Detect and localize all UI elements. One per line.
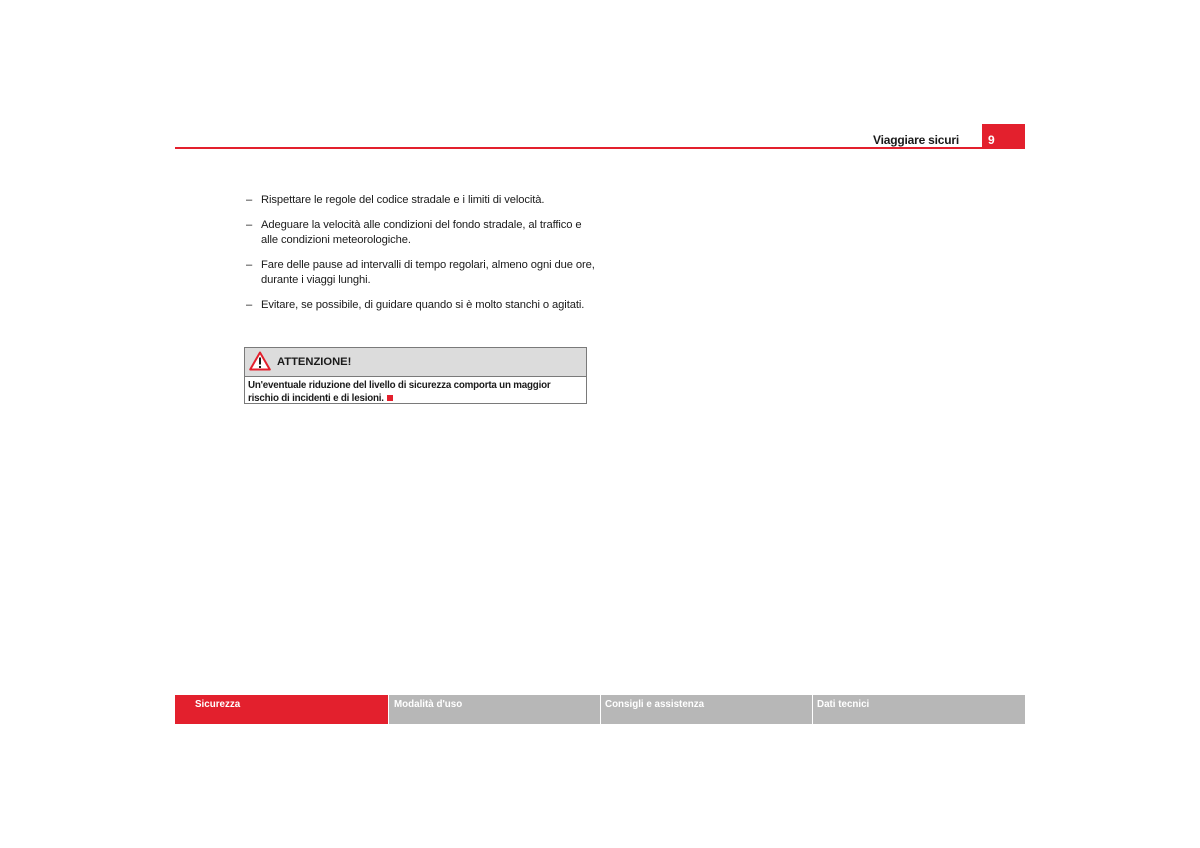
tab-consigli-e-assistenza[interactable]: Consigli e assistenza <box>601 695 812 724</box>
tab-sicurezza[interactable]: Sicurezza <box>175 695 388 724</box>
page-number: 9 <box>988 133 995 147</box>
list-item-text: Adeguare la velocità alle condizioni del fondo stradale, al traffico e alle condizioni meteorologiche. <box>261 219 582 246</box>
warning-title: ATTENZIONE! <box>277 356 352 368</box>
list-dash: – <box>246 194 253 206</box>
warning-box <box>244 347 587 404</box>
list-dash: – <box>246 299 253 311</box>
list-item <box>246 298 596 313</box>
end-of-section-mark <box>387 395 393 401</box>
list-item-text: Fare delle pause ad intervalli di tempo regolari, almeno ogni due ore, durante i viaggi lunghi. <box>261 259 595 286</box>
tab-dati-tecnici[interactable]: Dati tecnici <box>813 695 1025 724</box>
warning-body <box>245 377 586 407</box>
warning-triangle-icon <box>249 351 271 371</box>
section-title: Viaggiare sicuri <box>873 133 959 147</box>
list-dash: – <box>246 259 253 271</box>
list-item-text: Rispettare le regole del codice stradale e i limiti di velocità. <box>261 194 545 206</box>
list-item <box>246 218 596 248</box>
warning-text: Un'eventuale riduzione del livello di sicurezza comporta un maggior rischio di incidenti e di lesioni. <box>248 380 551 404</box>
header-rule <box>175 147 1025 149</box>
instruction-list <box>246 193 596 323</box>
list-item-text: Evitare, se possibile, di guidare quando si è molto stanchi o agitati. <box>261 299 585 311</box>
list-dash: – <box>246 219 253 231</box>
tab-modalita-d-uso[interactable]: Modalità d'uso <box>389 695 600 724</box>
chapter-tabs <box>175 695 1025 724</box>
page-number-badge <box>982 124 1025 149</box>
list-item <box>246 258 596 288</box>
warning-header <box>245 348 586 377</box>
list-item <box>246 193 596 208</box>
